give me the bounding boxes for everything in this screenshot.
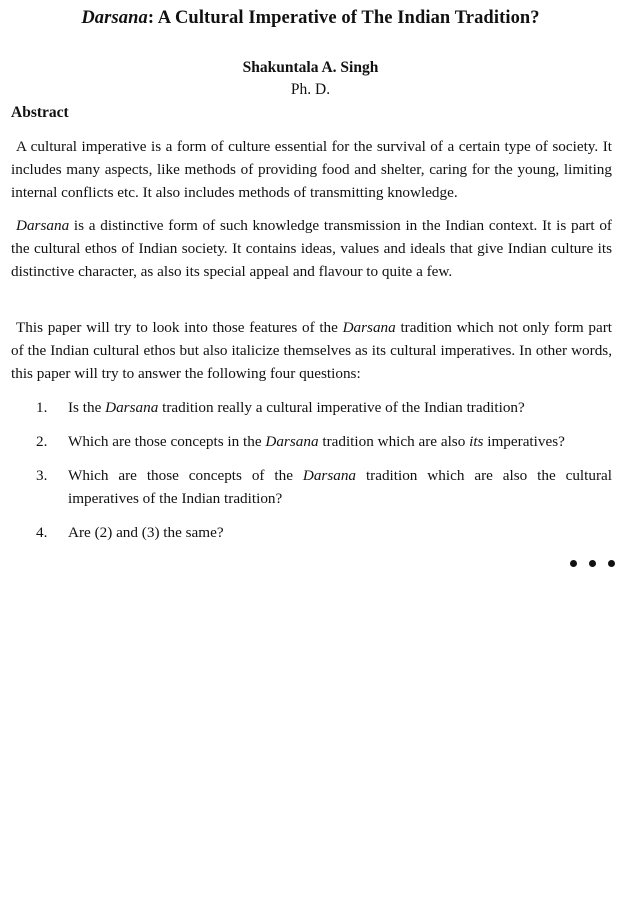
question-number: 4.	[36, 524, 48, 541]
abstract-paragraph-1: A cultural imperative is a form of culture essential for the survival of a certain type of society. It includes many aspects, like methods of providing food and shelter, caring for the young, limiting internal conflicts etc. It also includes methods of transmitting knowledge.	[11, 138, 612, 201]
question-number: 2.	[36, 433, 48, 450]
continuation-ellipsis	[570, 560, 615, 567]
abstract-heading: Abstract	[11, 104, 69, 121]
question-item	[36, 396, 612, 419]
title-italic: Darsana	[81, 8, 148, 28]
abstract-paragraph-3	[11, 316, 612, 385]
abstract-paragraph-2	[11, 214, 612, 283]
title-rest: : A Cultural Imperative of The Indian Tradition?	[147, 8, 540, 28]
question-text	[68, 464, 612, 510]
question-text-part: Which are those concepts of the	[68, 467, 303, 484]
question-text-part: tradition which are also the cultural imperatives of the Indian tradition?	[68, 467, 612, 507]
question-number: 1.	[36, 399, 48, 416]
question-text	[68, 430, 612, 453]
p2-rest: is a distinctive form of such knowledge transmission in the Indian context. It is part of the cultural ethos of Indian society. It contains ideas, values and ideals that give Indian culture its distinctive character, as also its special appeal and flavour to quite a few.	[11, 217, 612, 280]
question-text	[68, 521, 612, 544]
question-text-part: tradition really a cultural imperative of the Indian tradition?	[158, 399, 525, 416]
author-degree: Ph. D.	[290, 81, 331, 98]
p3-italic: Darsana	[342, 319, 396, 336]
question-list	[36, 396, 612, 555]
paper-title	[0, 8, 621, 29]
question-item	[36, 521, 612, 544]
question-text	[68, 396, 612, 419]
question-text-part: imperatives?	[483, 433, 565, 450]
author-name: Shakuntala A. Singh	[242, 59, 379, 76]
question-item	[36, 464, 612, 510]
question-text-part: Are (2) and (3) the same?	[68, 524, 224, 541]
question-text-part: Is the	[68, 399, 106, 416]
question-italic: its	[469, 433, 484, 450]
p2-italic: Darsana	[16, 217, 70, 234]
question-italic: Darsana	[302, 467, 357, 484]
ellipsis-dot	[589, 560, 596, 567]
question-item	[36, 430, 612, 453]
question-text-part: Which are those concepts in the	[68, 433, 266, 450]
ellipsis-dot	[608, 560, 615, 567]
question-text-part: tradition which are also	[318, 433, 470, 450]
question-number: 3.	[36, 467, 48, 484]
question-italic: Darsana	[265, 433, 319, 450]
question-italic: Darsana	[105, 399, 159, 416]
ellipsis-dot	[570, 560, 577, 567]
p3-part-a: This paper will try to look into those features of the	[16, 319, 343, 336]
p3-part-b: tradition which not only form part of the Indian cultural ethos but also italicize themselves as its cultural imperatives. In other words, this paper will try to answer the following four questions:	[11, 319, 612, 382]
